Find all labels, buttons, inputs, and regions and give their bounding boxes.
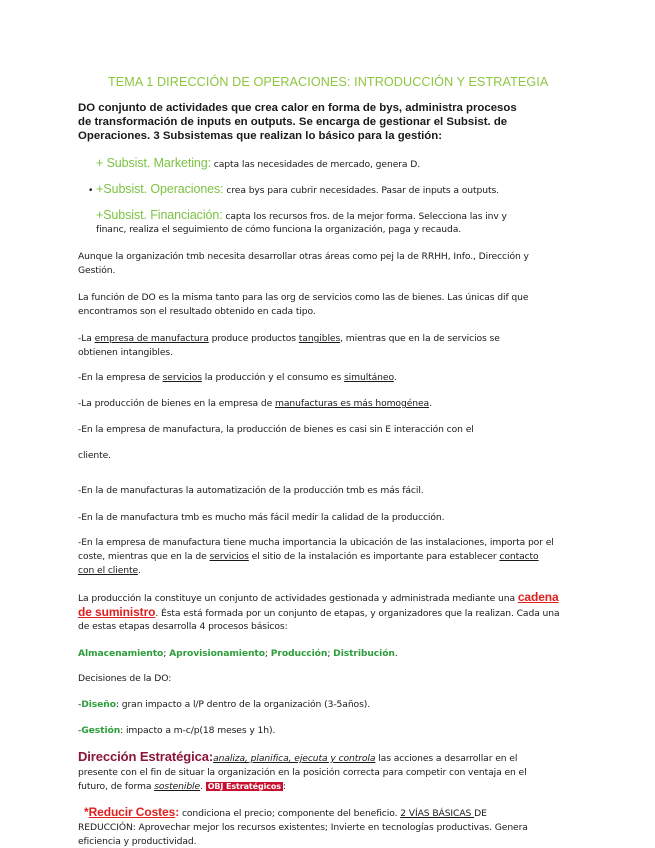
diseno-label: Diseño [81,699,116,710]
proceso-aprovisionamiento: Aprovisionamiento [169,648,265,659]
text: la producción y el consumo es [201,372,344,383]
paragraph: Aunque la organización tmb necesita desarrollar otras áreas como pej la de RRHH, Info., Dirección y [78,251,529,262]
suministro-highlight: de suministro [78,605,156,619]
bullet: • [88,185,94,196]
text: - [78,725,82,736]
underlined-text: 2 VÍAS BÁSICAS [400,808,475,819]
paragraph [78,398,432,410]
text: : gran impacto a l/P dentro de la organización (3-5años). [115,699,371,710]
text: : [282,781,286,792]
estrategica-line-3 [78,781,286,793]
paragraph: de estas etapas desarrolla 4 procesos básicos: [78,621,288,632]
star-mark: * [84,805,89,819]
paragraph [78,372,397,384]
subsist-operaciones [88,183,499,197]
text: : [208,749,214,764]
page-title: TEMA 1 DIRECCIÓN DE OPERACIONES: INTRODUCCIÓN Y ESTRATEGIA [108,75,549,89]
proceso-produccion: Producción [270,648,328,659]
subsist-marketing [96,157,420,171]
intro-line-3: Operaciones. 3 Subsistemas que realizan lo básico para la gestión: [78,130,442,142]
paragraph: -En la de manufacturas la automatización de la producción tmb es más fácil. [78,485,424,496]
underlined-text: empresa de manufactura [94,333,209,344]
operaciones-label: +Subsist. Operaciones: [96,182,224,196]
costes-line-1 [84,806,487,820]
financiacion-text-2: financ, realiza el seguimiento de cómo funciona la organización, paga y recauda. [96,224,462,235]
paragraph: -En la empresa de manufactura, la producción de bienes es casi sin E interacción con el [78,424,474,435]
paragraph [78,591,559,605]
text: - [78,699,82,710]
text: La producción la constituye un conjunto de actividades gestionada y administrada mediante una [78,593,518,604]
intro-line-1: DO conjunto de actividades que crea calor en forma de bys, administra procesos [78,102,517,114]
text: . [393,372,397,383]
underlined-text: servicios [209,551,249,562]
text: condiciona el precio; componente del beneficio. [179,808,401,819]
decision-gestion [78,725,275,737]
paragraph [78,606,560,620]
underlined-text: simultáneo [343,372,394,383]
financiacion-label: +Subsist. Financiación: [96,208,223,222]
marketing-label: + Subsist. Marketing: [96,156,211,170]
obj-estrategicos-badge: OBJ Estratégicos [207,782,281,791]
underlined-text: con el cliente [78,565,139,576]
text: -La [78,333,95,344]
underlined-text: contacto [499,551,539,562]
paragraph: encontramos son el resultado obtenido en cada tipo. [78,306,316,317]
text: el sitio de la instalación es importante para establecer [248,551,500,562]
text: : impacto a m-c/p(18 meses y 1h). [120,725,276,736]
marketing-text: capta las necesidades de mercado, genera D. [213,159,421,170]
text: coste, mientras que en la de [78,551,210,562]
paragraph: -En la de manufactura tmb es mucho más fácil medir la calidad de la producción. [78,512,445,523]
underlined-text: servicios [162,372,202,383]
gestion-label: Gestión [81,725,121,736]
costes-line-3: eficiencia y productividad. [78,836,197,847]
paragraph: -En la empresa de manufactura tiene mucha importancia la ubicación de las instalaciones, importa por el [78,537,554,548]
text: produce productos [208,333,299,344]
text: . [429,398,432,409]
direccion-estrategica-label: Dirección Estratégica [78,749,209,764]
separator: ; [264,648,271,659]
text: -La producción de bienes en la empresa de [78,398,276,409]
intro-line-2: de transformación de inputs en outputs. Se encarga de gestionar el Subsist. de [78,116,508,128]
paragraph: obtienen intangibles. [78,347,173,358]
costes-line-2: REDUCCIÓN: Aprovechar mejor los recursos existentes; Invierte en tecnologías productivas. Genera [78,822,528,833]
estrategica-line-1 [78,751,517,765]
paragraph: cliente. [78,450,112,461]
operaciones-text: crea bys para cubrir necesidades. Pasar de inputs a outputs. [226,185,499,196]
paragraph: Gestión. [78,265,116,276]
paragraph [78,333,500,345]
text: . [200,781,206,792]
financiacion-text-1: capta los recursos fros. de la mejor forma. Selecciona las inv y [225,211,507,222]
proceso-almacenamiento: Almacenamiento [78,648,164,659]
paragraph [78,565,141,577]
italic-text: sostenible [154,781,201,792]
text: DE [474,808,487,819]
text: . [138,565,141,576]
paragraph [78,551,539,563]
text: . [394,648,398,659]
underlined-text: tangibles [298,333,341,344]
underlined-text: manufacturas es más homogénea [275,398,430,409]
separator: ; [163,648,170,659]
text: las acciones a desarrollar en el [375,753,518,764]
decisiones-heading: Decisiones de la DO: [78,673,172,684]
italic-text: analiza, planifica, ejecuta y controla [213,753,376,764]
text: futuro, de forma [78,781,155,792]
text: : [175,805,180,819]
reducir-costes-label: Reducir Costes [88,805,176,819]
procesos-list [78,648,398,660]
estrategica-line-2: presente con el fin de situar la organización en la posición correcta para competir con ventaja en el [78,767,527,778]
text: -En la empresa de [78,372,163,383]
text: . Ésta está formada por un conjunto de etapas, y organizadores que la realizan. Cada una [155,608,560,619]
proceso-distribucion: Distribución [333,648,395,659]
separator: ; [327,648,334,659]
cadena-highlight: cadena [517,590,559,604]
decision-diseno [78,699,370,711]
paragraph: La función de DO es la misma tanto para las org de servicios como las de bienes. Las únicas dif que [78,292,529,303]
text: , mientras que en la de servicios se [340,333,500,344]
subsist-financiacion [96,209,507,223]
